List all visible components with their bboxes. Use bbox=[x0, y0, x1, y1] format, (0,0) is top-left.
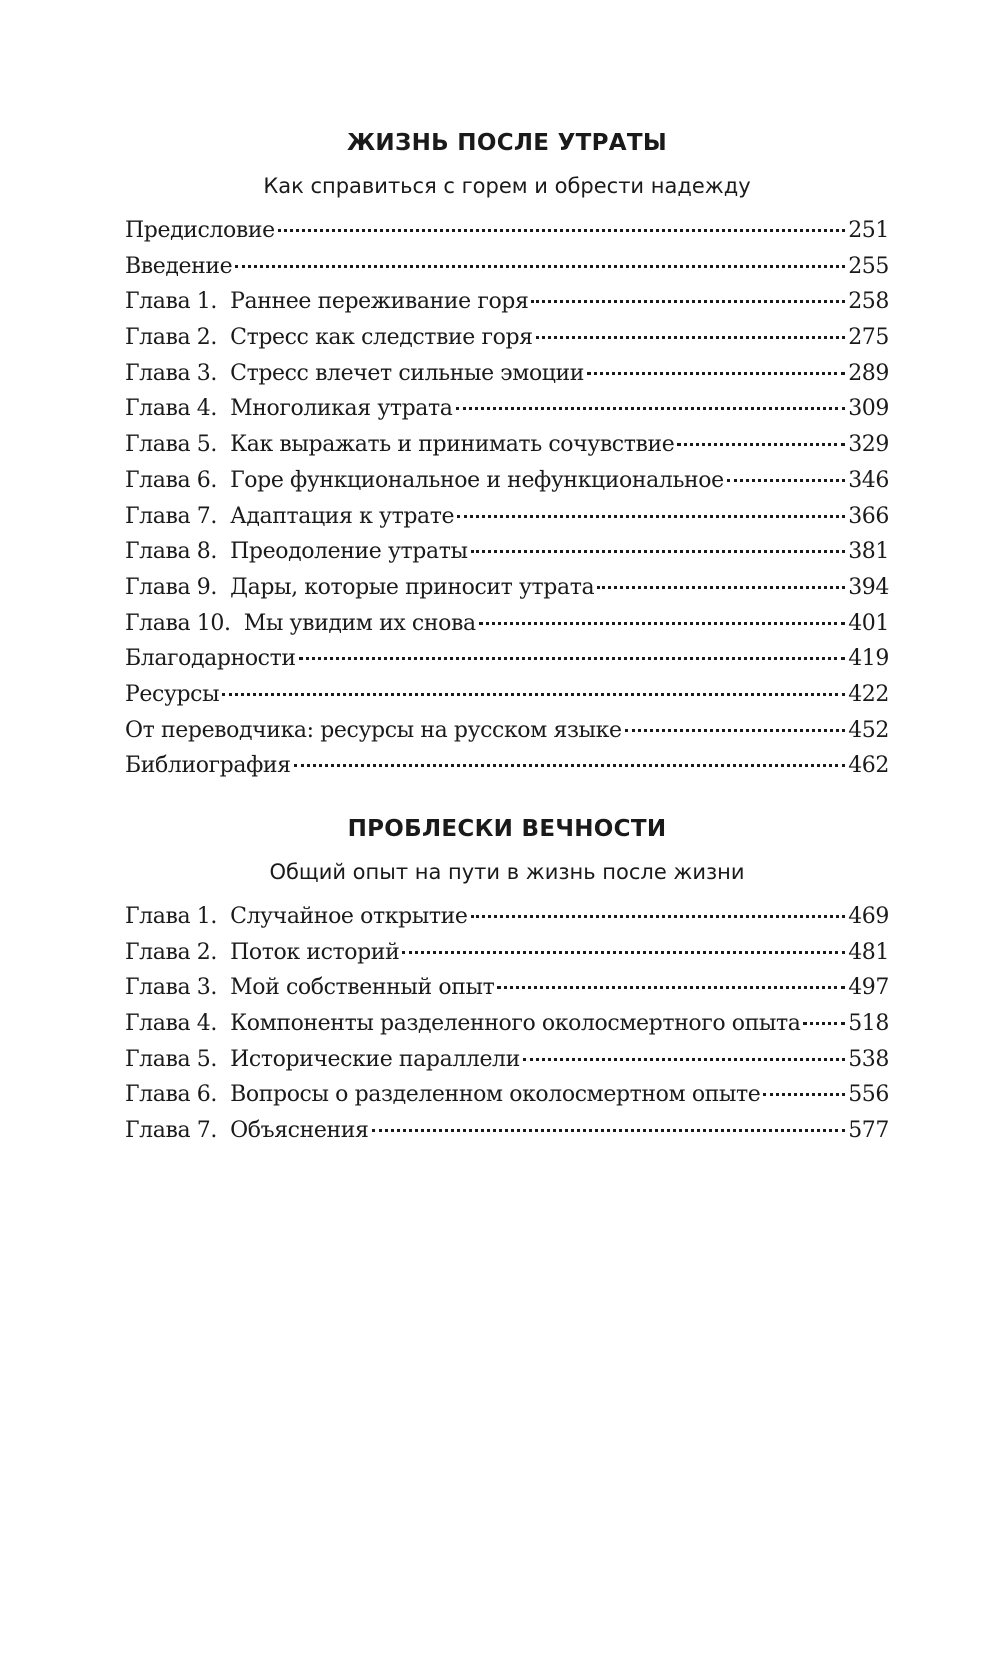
toc-entry-page: 329 bbox=[848, 432, 889, 458]
toc-entry[interactable] bbox=[125, 320, 889, 356]
dot-leader bbox=[471, 915, 846, 918]
toc-entry-page: 309 bbox=[848, 396, 889, 422]
toc-entry[interactable] bbox=[125, 1077, 889, 1113]
dot-leader bbox=[587, 372, 845, 375]
dot-leader bbox=[727, 479, 845, 482]
toc-entry-page: 255 bbox=[848, 253, 889, 279]
toc-list bbox=[125, 899, 889, 1149]
toc-entry[interactable] bbox=[125, 935, 889, 971]
toc-entry-page: 258 bbox=[848, 289, 889, 315]
toc-entry-page: 577 bbox=[848, 1118, 889, 1144]
toc-entry-title: Глава 5. Как выражать и принимать сочувствие bbox=[125, 432, 675, 458]
toc-entry[interactable] bbox=[125, 570, 889, 606]
toc-entry-page: 419 bbox=[848, 646, 889, 672]
toc-entry-title: Глава 8. Преодоление утраты bbox=[125, 539, 468, 565]
toc-entry[interactable] bbox=[125, 463, 889, 499]
toc-entry[interactable] bbox=[125, 284, 889, 320]
toc-entry-page: 497 bbox=[848, 975, 889, 1001]
dot-leader bbox=[471, 550, 846, 553]
toc-entry-page: 346 bbox=[848, 467, 889, 493]
toc-entry-title: Глава 6. Вопросы о разделенном околосмертном опыте bbox=[125, 1082, 761, 1108]
toc-entry-page: 462 bbox=[848, 753, 889, 779]
toc-entry[interactable] bbox=[125, 427, 889, 463]
toc-entry-title: Введение bbox=[125, 253, 233, 279]
toc-entry[interactable] bbox=[125, 1113, 889, 1149]
toc-entry-page: 469 bbox=[848, 904, 889, 929]
toc-entry-title: Глава 4. Многоликая утрата bbox=[125, 396, 453, 422]
toc-entry-title: Глава 7. Адаптация к утрате bbox=[125, 503, 455, 529]
toc-section bbox=[125, 128, 889, 784]
toc-entry-page: 289 bbox=[848, 360, 889, 386]
dot-leader bbox=[803, 1022, 845, 1025]
toc-entry-title: Глава 1. Раннее переживание горя bbox=[125, 289, 529, 315]
toc-entry-page: 275 bbox=[848, 325, 889, 351]
toc-entry-title: Предисловие bbox=[125, 218, 275, 243]
dot-leader bbox=[677, 443, 845, 446]
dot-leader bbox=[597, 586, 845, 589]
section-title: ПРОБЛЕСКИ ВЕЧНОСТИ bbox=[347, 816, 667, 842]
toc-entry-page: 366 bbox=[848, 503, 889, 529]
dot-leader bbox=[497, 986, 845, 989]
toc-entry-title: Библиография bbox=[125, 753, 291, 779]
dot-leader bbox=[299, 657, 846, 660]
toc-entry-title: Благодарности bbox=[125, 646, 296, 672]
dot-leader bbox=[523, 1058, 845, 1061]
toc-entry-title: Глава 1. Случайное открытие bbox=[125, 904, 468, 929]
toc-entry-title: Глава 4. Компоненты разделенного околосмертного опыта bbox=[125, 1011, 801, 1037]
dot-leader bbox=[625, 729, 846, 732]
dot-leader bbox=[294, 764, 846, 767]
dot-leader bbox=[531, 300, 845, 303]
toc-entry-title: Глава 9. Дары, которые приносит утрата bbox=[125, 574, 595, 600]
dot-leader bbox=[479, 622, 846, 625]
dot-leader bbox=[402, 951, 845, 954]
toc-entry[interactable] bbox=[125, 356, 889, 392]
section-subtitle: Общий опыт на пути в жизнь после жизни bbox=[269, 860, 745, 884]
toc-entry-title: Глава 3. Мой собственный опыт bbox=[125, 975, 495, 1001]
toc-entry-page: 401 bbox=[848, 610, 889, 636]
dot-leader bbox=[763, 1093, 845, 1096]
toc-list bbox=[125, 213, 889, 784]
dot-leader bbox=[457, 515, 845, 518]
dot-leader bbox=[456, 407, 846, 410]
toc-entry-page: 538 bbox=[848, 1046, 889, 1072]
toc-entry[interactable] bbox=[125, 606, 889, 642]
toc-entry[interactable] bbox=[125, 677, 889, 713]
toc-section bbox=[125, 814, 889, 1149]
dot-leader bbox=[372, 1129, 846, 1132]
toc-entry-title: От переводчика: ресурсы на русском языке bbox=[125, 717, 622, 743]
toc-entry-title: Глава 10. Мы увидим их снова bbox=[125, 610, 476, 636]
toc-entry[interactable] bbox=[125, 499, 889, 535]
toc-entry-title: Глава 6. Горе функциональное и нефункциональное bbox=[125, 467, 724, 493]
toc-entry-page: 518 bbox=[848, 1011, 889, 1037]
toc-entry[interactable] bbox=[125, 534, 889, 570]
toc-entry-page: 251 bbox=[848, 218, 889, 243]
toc-entry-title: Ресурсы bbox=[125, 681, 220, 707]
toc-entry[interactable] bbox=[125, 899, 889, 935]
toc-entry[interactable] bbox=[125, 970, 889, 1006]
toc-entry[interactable] bbox=[125, 213, 889, 249]
toc-entry-title: Глава 3. Стресс влечет сильные эмоции bbox=[125, 360, 585, 386]
toc-entry[interactable] bbox=[125, 641, 889, 677]
toc-entry[interactable] bbox=[125, 748, 889, 784]
toc-entry[interactable] bbox=[125, 713, 889, 749]
toc-entry[interactable] bbox=[125, 391, 889, 427]
dot-leader bbox=[222, 693, 845, 696]
toc-entry[interactable] bbox=[125, 1006, 889, 1042]
toc-entry-title: Глава 2. Стресс как следствие горя bbox=[125, 325, 533, 351]
toc-entry-title: Глава 5. Исторические параллели bbox=[125, 1046, 520, 1072]
toc-entry-page: 556 bbox=[848, 1082, 889, 1108]
dot-leader bbox=[235, 265, 845, 268]
toc-entry[interactable] bbox=[125, 1042, 889, 1078]
dot-leader bbox=[536, 336, 846, 339]
section-title: ЖИЗНЬ ПОСЛЕ УТРАТЫ bbox=[346, 130, 668, 156]
toc-entry-page: 381 bbox=[848, 539, 889, 565]
toc-entry-title: Глава 2. Поток историй bbox=[125, 939, 400, 965]
toc-entry-page: 422 bbox=[848, 681, 889, 707]
toc-entry-page: 452 bbox=[848, 717, 889, 743]
toc-entry-title: Глава 7. Объяснения bbox=[125, 1118, 369, 1144]
toc-entry[interactable] bbox=[125, 249, 889, 285]
toc-entry-page: 394 bbox=[848, 574, 889, 600]
section-subtitle: Как справиться с горем и обрести надежду bbox=[263, 174, 751, 198]
dot-leader bbox=[278, 229, 845, 232]
toc-entry-page: 481 bbox=[848, 939, 889, 965]
table-of-contents-page bbox=[125, 128, 889, 1149]
